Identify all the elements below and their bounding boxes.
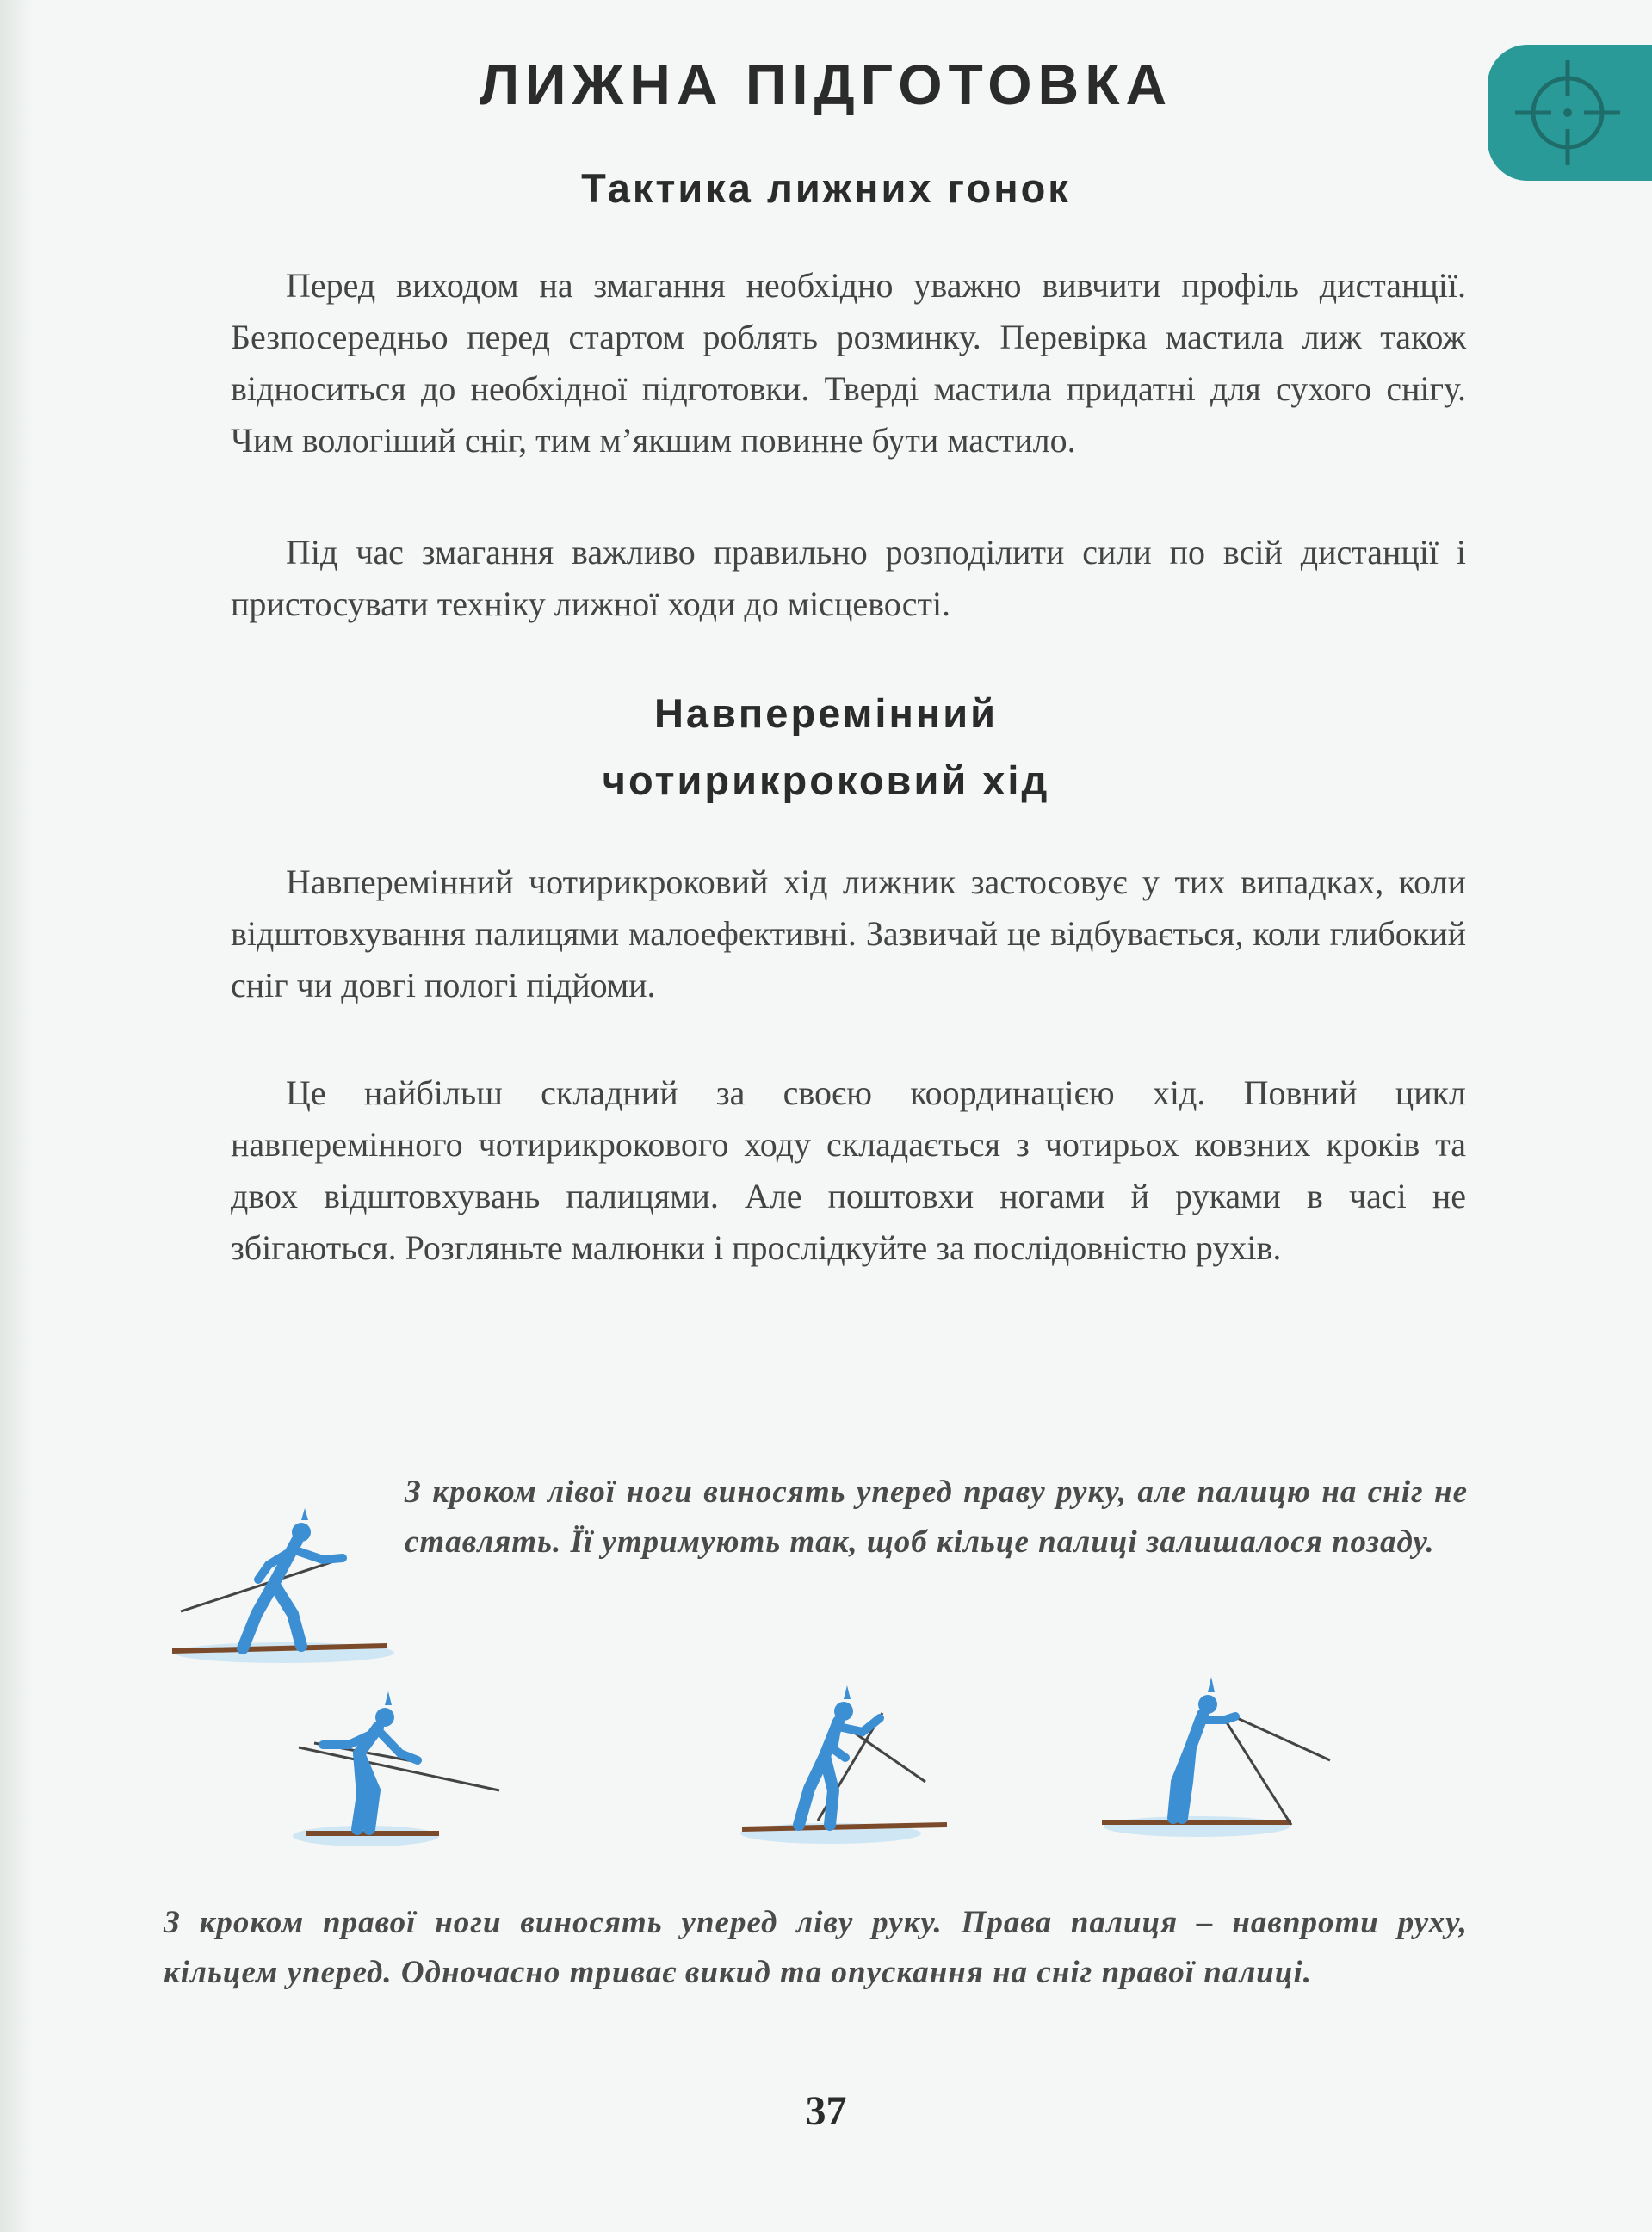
page-spine-shadow — [0, 0, 33, 2232]
skier-figure-2 — [288, 1683, 521, 1855]
page-number: 37 — [805, 2088, 847, 2134]
section-heading-line1: Навперемінний — [653, 690, 999, 736]
page-title: ЛИЖНА ПІДГОТОВКА — [479, 53, 1173, 116]
skier-figure-1 — [172, 1498, 405, 1670]
paragraph-usage: Навперемінний чотирикроковий хід лижник застосовує у тих випадках, коли відштовхування палицями малоефективні. Зазвичай це відбувається, коли глибокий сніг чи довгі пологі підйоми. — [231, 863, 1466, 1005]
skier-figure-3 — [732, 1679, 964, 1851]
caption-bottom: З кроком правої ноги виносять уперед ліву руку. Права палиця – навпроти руху, кільцем уперед. Одночасно триває викид та опускання на сніг правої палиці. — [164, 1905, 1468, 1990]
paragraph-distance: Під час змагання важливо правильно розподілити сили по всій дистанції і пристосувати техніку лижної ходи до місцевості. — [231, 533, 1466, 623]
section-heading-four-step — [0, 680, 1652, 814]
section-heading-tactics — [0, 155, 1652, 222]
paragraph-preparation: Перед виходом на змагання необхідно уважно вивчити профіль дистанції. Безпосередньо перед стартом роблять розминку. Перевірка мастила лиж також відноситься до необхідної підготовки. Тверді мастила придатні для сухого снігу. Чим вологіший сніг, тим м’якшим повинне бути мастило. — [231, 266, 1466, 460]
skier-figure-4 — [1098, 1670, 1347, 1842]
paragraph-coordination: Це найбільш складний за своєю координацією хід. Повний цикл навперемінного чотирикрокового ходу складається з чотирьох ковзних кроків та двох відштовхувань палицями. Але поштовхи ногами й руками в часі не збігаються. Розгляньте малюнки і прослідкуйте за послідовністю рухів. — [231, 1073, 1466, 1267]
section-heading-tactics-text: Тактика лижних гонок — [581, 165, 1071, 211]
caption-top: З кроком лівої ноги виносять уперед праву руку, але палицю на сніг не ставлять. Її утримують так, щоб кільце палиці залишалося позаду. — [405, 1475, 1468, 1560]
section-heading-line2: чотирикроковий хід — [602, 757, 1050, 803]
